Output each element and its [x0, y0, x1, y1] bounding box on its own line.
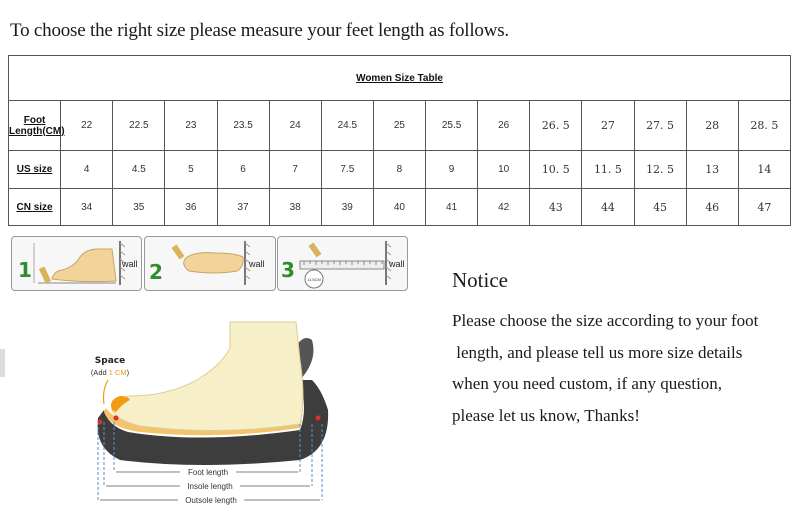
step-number: 3 — [281, 258, 295, 282]
table-cell: 10. 5 — [530, 151, 582, 189]
table-cell: 10 — [478, 151, 530, 189]
notice-line: length, and please tell us more size details — [452, 342, 743, 362]
table-cell: 40 — [373, 189, 425, 226]
table-cell: 22 — [61, 101, 113, 151]
ruler-note: 11.5CM — [307, 277, 321, 282]
table-cell: 9 — [426, 151, 478, 189]
foot-measurement-diagram — [0, 300, 440, 515]
foot-length-label: Foot length — [187, 468, 229, 477]
table-cell: 23 — [165, 101, 217, 151]
table-cell: 4 — [61, 151, 113, 189]
insole-length-label: Insole length — [187, 482, 233, 491]
wall-label: wall — [389, 259, 405, 269]
notice-body — [452, 305, 792, 431]
table-cell: 26. 5 — [530, 101, 582, 151]
row-label-foot-length — [9, 101, 65, 151]
table-cell: 14 — [738, 151, 790, 189]
notice-line: please let us know, Thanks! — [452, 405, 640, 425]
space-close: ) — [126, 368, 130, 377]
table-cell: 28. 5 — [738, 101, 790, 151]
table-cell: 44 — [582, 189, 634, 226]
measure-step-2 — [144, 236, 276, 291]
table-cell: 13 — [686, 151, 738, 189]
label-line: Foot — [23, 114, 46, 126]
table-cell: 26 — [478, 101, 530, 151]
notice-title: Notice — [452, 268, 508, 292]
step-number: 1 — [18, 258, 32, 282]
table-cell: 25 — [373, 101, 425, 151]
table-row-cn-size — [9, 189, 791, 226]
space-value: 1 CM — [108, 368, 127, 377]
step-number: 2 — [149, 260, 163, 284]
table-cell: 43 — [530, 189, 582, 226]
table-cell: 24.5 — [321, 101, 373, 151]
step-3-illustration — [278, 237, 407, 290]
table-cell: 47 — [738, 189, 790, 226]
table-row-foot-length — [9, 101, 791, 151]
table-cell: 34 — [61, 189, 113, 226]
table-cell: 7.5 — [321, 151, 373, 189]
table-cell: 11. 5 — [582, 151, 634, 189]
table-cell: 25.5 — [426, 101, 478, 151]
step-2-illustration — [145, 237, 275, 290]
table-cell: 23.5 — [217, 101, 269, 151]
table-cell: 46 — [686, 189, 738, 226]
step-1-illustration — [12, 237, 141, 290]
table-cell: 41 — [426, 189, 478, 226]
table-cell: 35 — [113, 189, 165, 226]
table-cell: 42 — [478, 189, 530, 226]
wall-label: wall — [122, 259, 138, 269]
page-header: To choose the right size please measure your feet length as follows. — [10, 20, 509, 41]
outsole-length-label: Outsole length — [185, 496, 237, 505]
table-cell: 37 — [217, 189, 269, 226]
table-cell: 45 — [634, 189, 686, 226]
row-label-cn-size: CN size — [9, 189, 61, 226]
space-title: Space — [94, 356, 126, 366]
space-add: (Add — [90, 368, 109, 377]
table-cell: 7 — [269, 151, 321, 189]
table-cell: 8 — [373, 151, 425, 189]
table-title: Women Size Table — [9, 56, 791, 101]
table-cell: 5 — [165, 151, 217, 189]
measure-step-1 — [11, 236, 142, 291]
measure-step-3 — [277, 236, 408, 291]
table-cell: 27. 5 — [634, 101, 686, 151]
table-cell: 38 — [269, 189, 321, 226]
table-row-us-size — [9, 151, 791, 189]
table-cell: 6 — [217, 151, 269, 189]
table-cell: 22.5 — [113, 101, 165, 151]
label-line: Length(CM) — [9, 125, 65, 137]
notice-line: when you need custom, if any question, — [452, 374, 723, 393]
row-label-us-size: US size — [9, 151, 61, 189]
table-cell: 39 — [321, 189, 373, 226]
space-note — [91, 368, 130, 377]
wall-label: wall — [249, 259, 265, 269]
notice-line: Please choose the size according to your foot — [452, 311, 759, 330]
women-size-table — [8, 55, 791, 226]
table-cell: 4.5 — [113, 151, 165, 189]
table-cell: 28 — [686, 101, 738, 151]
table-cell: 27 — [582, 101, 634, 151]
table-cell: 12. 5 — [634, 151, 686, 189]
table-cell: 24 — [269, 101, 321, 151]
table-cell: 36 — [165, 189, 217, 226]
